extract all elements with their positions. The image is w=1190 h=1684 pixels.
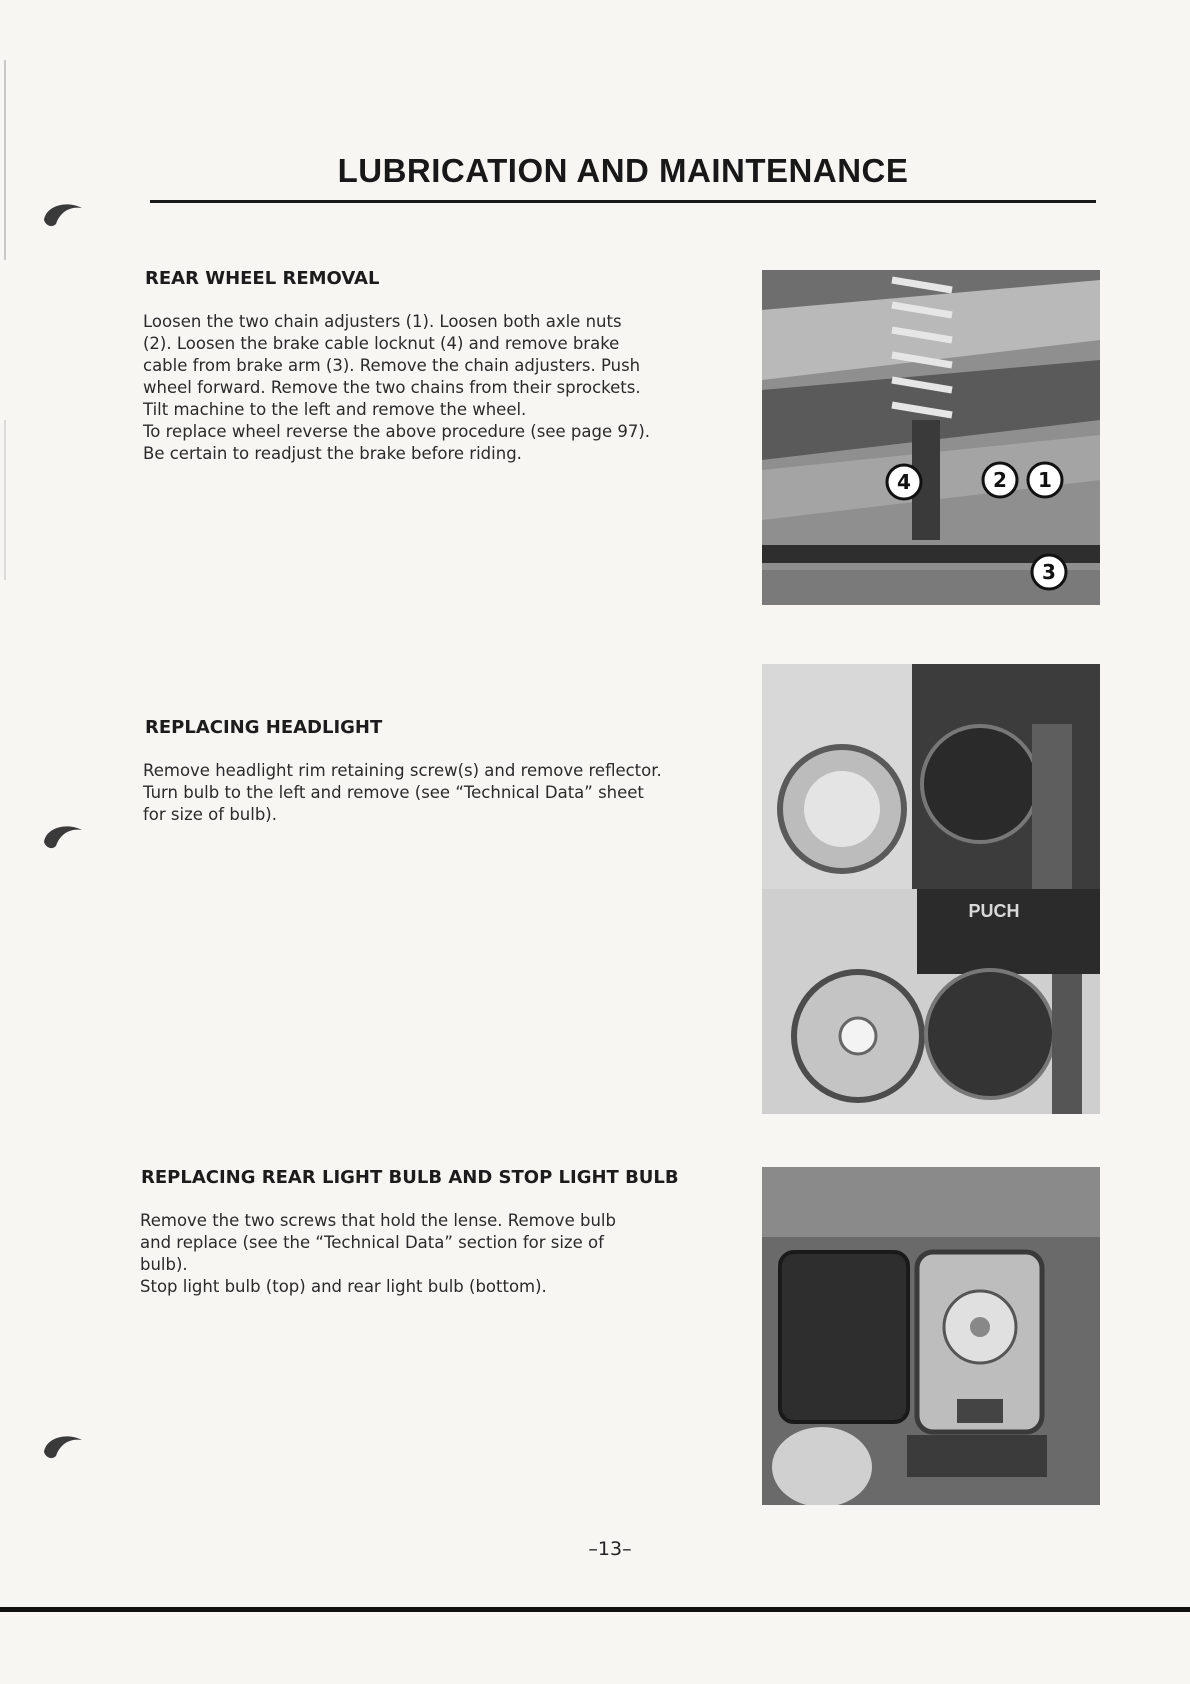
rear-light-photo: [762, 1167, 1100, 1505]
callout-2: [983, 463, 1017, 497]
section-text-rear-light: [140, 1210, 693, 1298]
scan-edge-mark: [4, 420, 6, 580]
section-text-headlight: [143, 760, 703, 826]
text-line: Remove headlight rim retaining screw(s) and remove reflector.: [143, 761, 662, 780]
text-line: Turn bulb to the left and remove (see “Technical Data” sheet: [143, 783, 644, 802]
puch-badge-text: PUCH: [968, 901, 1020, 921]
text-line: Remove the two screws that hold the lense. Remove bulb: [140, 1211, 616, 1230]
rear-wheel-photo: [762, 270, 1100, 605]
text-line: Tilt machine to the left and remove the wheel.: [143, 400, 527, 419]
callout-4-label: 4: [897, 470, 911, 494]
callout-3: [1032, 555, 1066, 589]
punch-hole-mark: [40, 198, 86, 244]
text-line: and replace (see the “Technical Data” section for size of: [140, 1233, 604, 1252]
title-rule: [150, 200, 1096, 203]
text-line: for size of bulb).: [143, 805, 277, 824]
punch-hole-mark: [40, 820, 86, 866]
text-line: bulb).: [140, 1255, 188, 1274]
page-title: LUBRICATION AND MAINTENANCE: [337, 152, 909, 189]
headlight-photo: [762, 664, 1100, 1114]
section-heading-rear-light: REPLACING REAR LIGHT BULB AND STOP LIGHT BULB: [141, 1167, 679, 1188]
text-line: Be certain to readjust the brake before riding.: [143, 444, 522, 463]
callout-4: [887, 465, 921, 499]
punch-hole-mark: [40, 1430, 86, 1476]
callout-3-label: 3: [1042, 560, 1056, 584]
section-text-rear-wheel: [143, 311, 703, 465]
page-bottom-rule: [0, 1607, 1190, 1612]
text-line: Stop light bulb (top) and rear light bulb (bottom).: [140, 1277, 547, 1296]
text-line: Loosen the two chain adjusters (1). Loosen both axle nuts: [143, 312, 622, 331]
text-line: (2). Loosen the brake cable locknut (4) and remove brake: [143, 334, 620, 353]
section-heading-headlight: REPLACING HEADLIGHT: [145, 717, 383, 738]
page-number: –13–: [588, 1538, 632, 1560]
callout-2-label: 2: [993, 468, 1007, 492]
text-line: To replace wheel reverse the above procedure (see page 97).: [143, 422, 651, 441]
callout-1-label: 1: [1038, 468, 1052, 492]
callout-1: [1028, 463, 1062, 497]
text-line: wheel forward. Remove the two chains from their sprockets.: [143, 378, 641, 397]
text-line: cable from brake arm (3). Remove the chain adjusters. Push: [143, 356, 641, 375]
section-heading-rear-wheel: REAR WHEEL REMOVAL: [145, 268, 380, 289]
scan-edge-mark: [4, 60, 6, 260]
